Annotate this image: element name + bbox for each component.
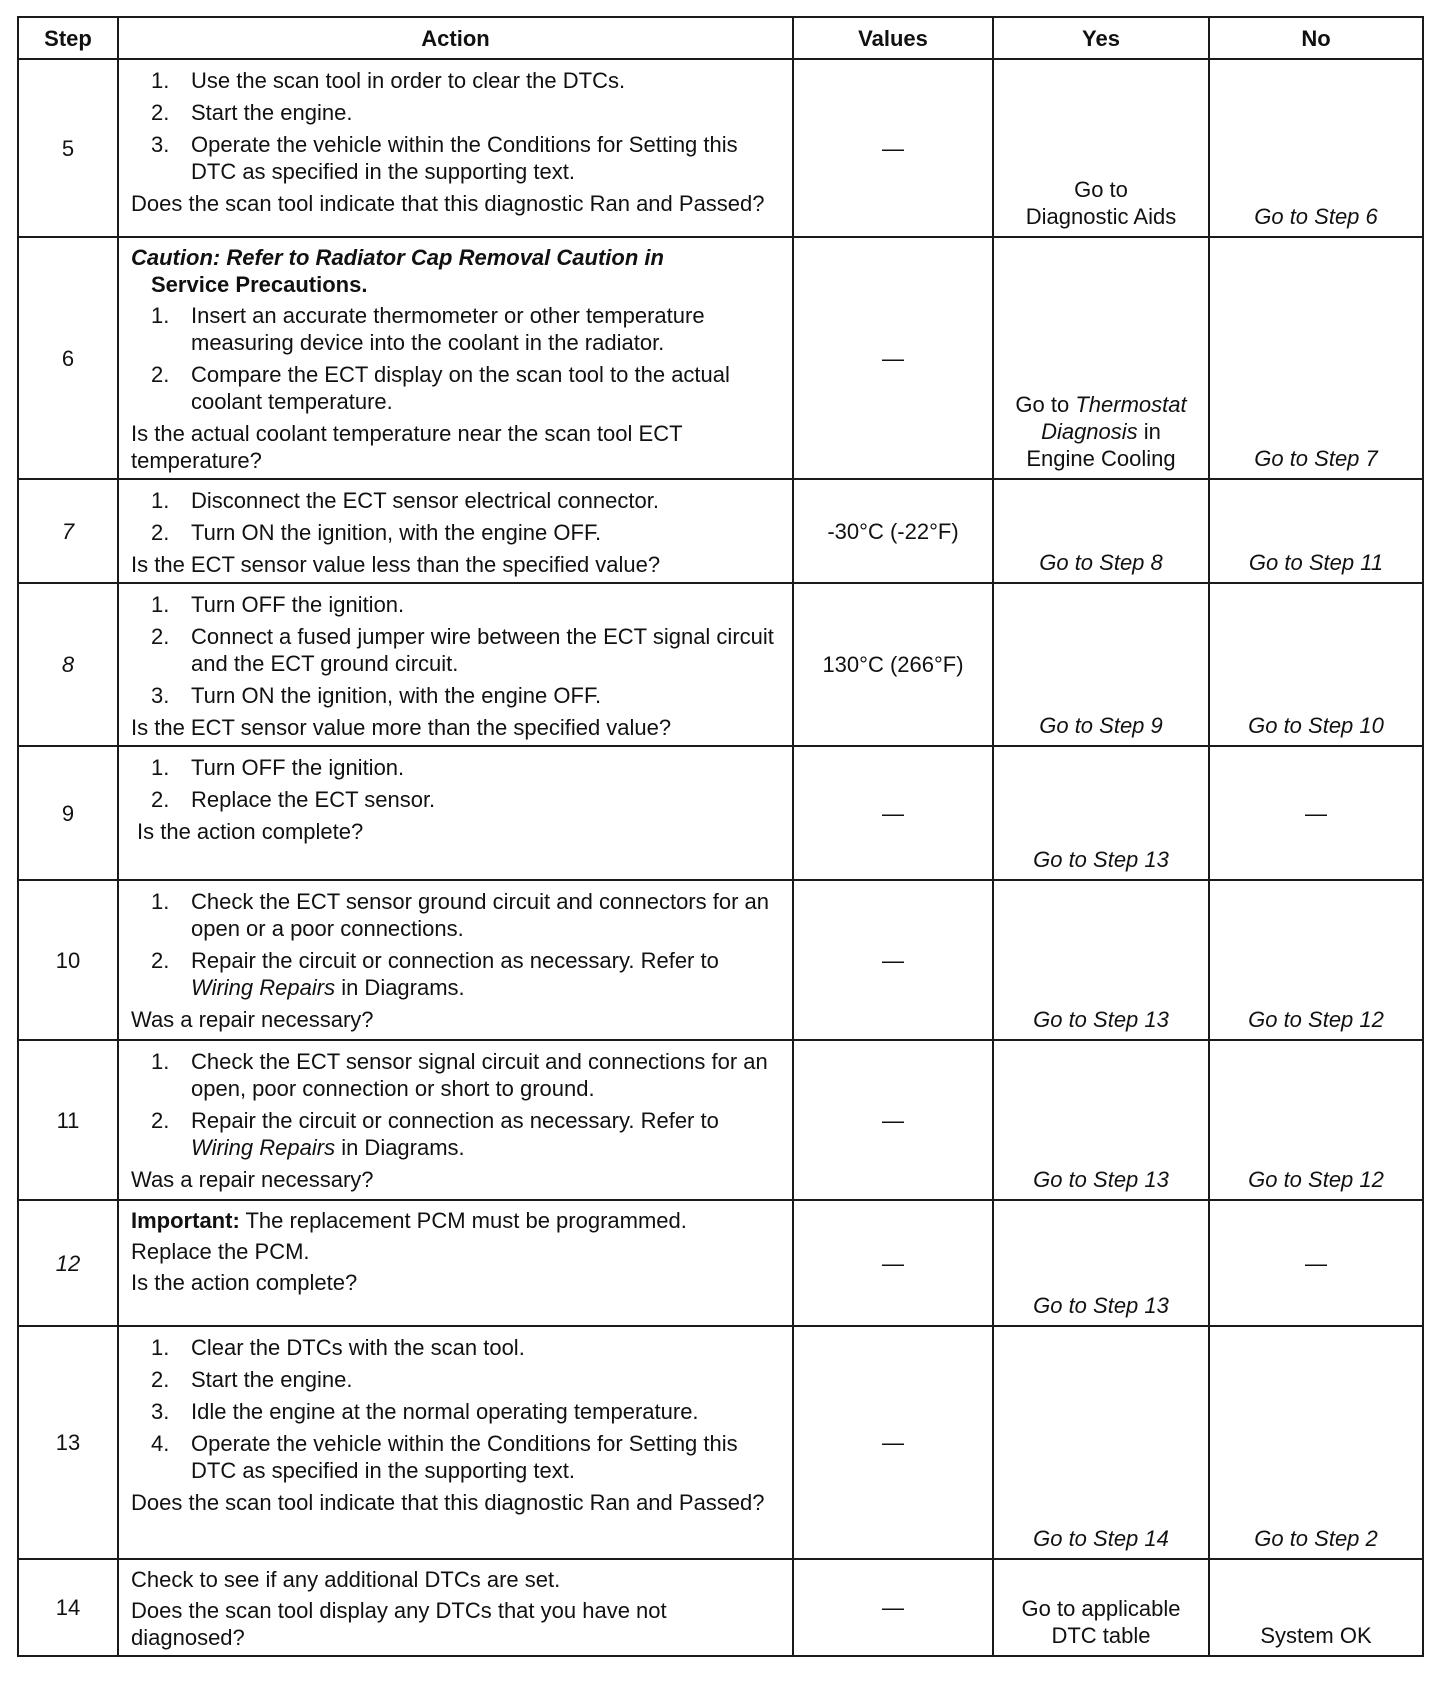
- no-cell: Go to Step 10: [1209, 583, 1423, 746]
- list-item: 4. Operate the vehicle within the Conditions for Setting this DTC as specified in the supporting text.: [151, 1431, 738, 1483]
- action-line: Check to see if any additional DTCs are set.: [131, 1567, 561, 1592]
- step-number: 13: [18, 1326, 118, 1559]
- table-row: [18, 583, 1423, 746]
- list-item: 1. Turn OFF the ignition.: [151, 592, 405, 617]
- table-row: [18, 1200, 1423, 1326]
- list-item: 1. Check the ECT sensor ground circuit and connectors for an open or a poor connections.: [151, 889, 770, 941]
- no-cell: Go to Step 12: [1209, 1040, 1423, 1200]
- no-cell: System OK: [1209, 1559, 1423, 1656]
- action-cell: [118, 1040, 793, 1200]
- action-list: [131, 1334, 782, 1484]
- header-action: Action: [118, 17, 793, 59]
- no-cell: —: [1209, 746, 1423, 880]
- list-item: 2. Repair the circuit or connection as necessary. Refer to Wiring Repairs in Diagrams.: [151, 948, 719, 1000]
- table-row: [18, 479, 1423, 583]
- step-number: 8: [18, 583, 118, 746]
- value-cell: —: [793, 1040, 993, 1200]
- table-row: [18, 880, 1423, 1040]
- question: Does the scan tool indicate that this diagnostic Ran and Passed?: [131, 191, 765, 216]
- no-cell: Go to Step 6: [1209, 59, 1423, 237]
- list-item: 2. Start the engine.: [151, 100, 353, 125]
- action-list: [131, 754, 782, 813]
- action-list: [131, 1048, 782, 1161]
- value-cell: —: [793, 1559, 993, 1656]
- yes-cell: Go to Thermostat Diagnosis in Engine Cooling: [993, 237, 1209, 479]
- table-row: [18, 237, 1423, 479]
- list-item: 1. Turn OFF the ignition.: [151, 755, 405, 780]
- header-no: No: [1209, 17, 1423, 59]
- action-cell: [118, 1326, 793, 1559]
- action-cell: [118, 1559, 793, 1656]
- yes-cell: Go to applicable DTC table: [993, 1559, 1209, 1656]
- step-number: 11: [18, 1040, 118, 1200]
- question: Is the ECT sensor value more than the specified value?: [131, 715, 672, 740]
- value-cell: —: [793, 59, 993, 237]
- action-cell: [118, 479, 793, 583]
- step-number: 12: [18, 1200, 118, 1326]
- action-cell: [118, 237, 793, 479]
- table-row: [18, 1040, 1423, 1200]
- question: Is the action complete?: [137, 819, 364, 844]
- yes-cell: Go to Step 13: [993, 746, 1209, 880]
- yes-cell: Go to Step 13: [993, 1200, 1209, 1326]
- step-number: 10: [18, 880, 118, 1040]
- list-item: 3. Turn ON the ignition, with the engine OFF.: [151, 683, 602, 708]
- list-item: 1. Clear the DTCs with the scan tool.: [151, 1335, 525, 1360]
- yes-cell: Go to Step 13: [993, 1040, 1209, 1200]
- value-cell: —: [793, 880, 993, 1040]
- no-cell: —: [1209, 1200, 1423, 1326]
- step-number: 6: [18, 237, 118, 479]
- action-cell: [118, 746, 793, 880]
- question: Is the actual coolant temperature near the scan tool ECT temperature?: [131, 421, 683, 473]
- step-number: 9: [18, 746, 118, 880]
- list-item: 1. Check the ECT sensor signal circuit and connections for an open, poor connection or short to ground.: [151, 1049, 768, 1101]
- list-item: 3. Idle the engine at the normal operating temperature.: [151, 1399, 699, 1424]
- value-cell: -30°C (-22°F): [793, 479, 993, 583]
- table-row: [18, 59, 1423, 237]
- list-item: 2. Repair the circuit or connection as necessary. Refer to Wiring Repairs in Diagrams.: [151, 1108, 719, 1160]
- diagnostic-table: [17, 16, 1424, 1657]
- action-cell: [118, 583, 793, 746]
- list-item: 1. Insert an accurate thermometer or other temperature measuring device into the coolant in the radiator.: [151, 303, 705, 355]
- question: Is the ECT sensor value less than the specified value?: [131, 552, 661, 577]
- list-item: 2. Turn ON the ignition, with the engine OFF.: [151, 520, 602, 545]
- header-step: Step: [18, 17, 118, 59]
- value-cell: 130°C (266°F): [793, 583, 993, 746]
- header-row: [18, 17, 1423, 59]
- yes-cell: Go to Step 14: [993, 1326, 1209, 1559]
- no-cell: Go to Step 11: [1209, 479, 1423, 583]
- question: Was a repair necessary?: [131, 1167, 374, 1192]
- step-number: 7: [18, 479, 118, 583]
- header-values: Values: [793, 17, 993, 59]
- action-list: [131, 591, 782, 709]
- yes-cell: Go to Step 13: [993, 880, 1209, 1040]
- caution-note: Caution: Refer to Radiator Cap Removal Caution in Service Precautions.: [131, 245, 664, 297]
- action-cell: [118, 880, 793, 1040]
- action-list: [131, 67, 782, 185]
- yes-cell: Go to Step 9: [993, 583, 1209, 746]
- list-item: 2. Start the engine.: [151, 1367, 353, 1392]
- value-cell: —: [793, 1200, 993, 1326]
- step-number: 5: [18, 59, 118, 237]
- list-item: 2. Connect a fused jumper wire between the ECT signal circuit and the ECT ground circuit.: [151, 624, 774, 676]
- list-item: 1. Disconnect the ECT sensor electrical connector.: [151, 488, 659, 513]
- yes-cell: Go to Diagnostic Aids: [993, 59, 1209, 237]
- question: Is the action complete?: [131, 1270, 358, 1295]
- important-note: Important: The replacement PCM must be programmed.: [131, 1208, 687, 1233]
- list-item: 2. Replace the ECT sensor.: [151, 787, 436, 812]
- question: Was a repair necessary?: [131, 1007, 374, 1032]
- value-cell: —: [793, 237, 993, 479]
- action-cell: [118, 59, 793, 237]
- action-line: Replace the PCM.: [131, 1239, 310, 1264]
- value-cell: —: [793, 1326, 993, 1559]
- table-row: [18, 1326, 1423, 1559]
- no-cell: Go to Step 7: [1209, 237, 1423, 479]
- table-row: [18, 746, 1423, 880]
- yes-cell: Go to Step 8: [993, 479, 1209, 583]
- list-item: 2. Compare the ECT display on the scan tool to the actual coolant temperature.: [151, 362, 730, 414]
- table-row: [18, 1559, 1423, 1656]
- question: Does the scan tool indicate that this diagnostic Ran and Passed?: [131, 1490, 765, 1515]
- action-list: [131, 302, 782, 415]
- no-cell: Go to Step 12: [1209, 880, 1423, 1040]
- value-cell: —: [793, 746, 993, 880]
- no-cell: Go to Step 2: [1209, 1326, 1423, 1559]
- step-number: 14: [18, 1559, 118, 1656]
- action-cell: [118, 1200, 793, 1326]
- action-list: [131, 888, 782, 1001]
- header-yes: Yes: [993, 17, 1209, 59]
- list-item: 1. Use the scan tool in order to clear the DTCs.: [151, 68, 626, 93]
- question: Does the scan tool display any DTCs that you have not diagnosed?: [131, 1598, 667, 1650]
- action-list: [131, 487, 782, 546]
- list-item: 3. Operate the vehicle within the Conditions for Setting this DTC as specified in the supporting text.: [151, 132, 738, 184]
